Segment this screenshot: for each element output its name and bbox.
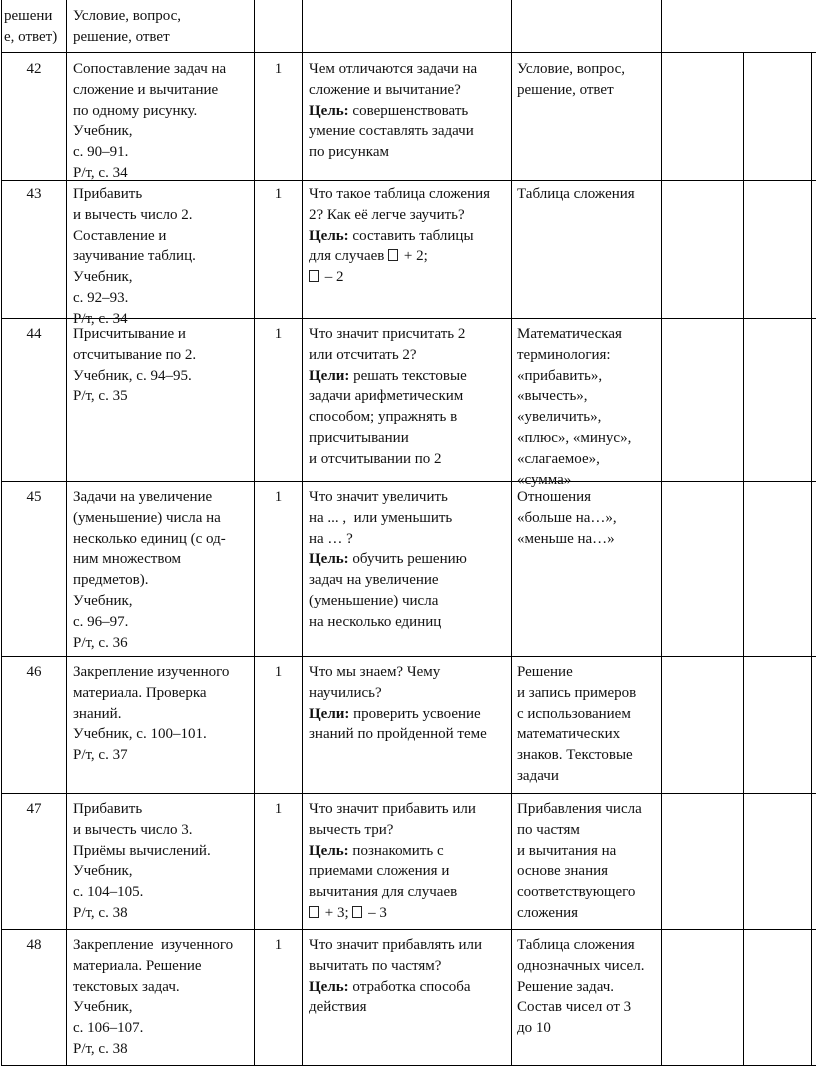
goal-label: Цель: xyxy=(309,978,349,995)
goal-text: решать текстовые xyxy=(349,367,467,384)
goal-text: обучить решению xyxy=(348,551,467,568)
column-divider xyxy=(302,0,303,1066)
goal-text: составить таблицы xyxy=(348,227,474,244)
row-divider xyxy=(1,793,816,794)
goal-label: Цели: xyxy=(309,705,350,722)
row-divider xyxy=(1,481,816,482)
goal-text-rest: умение составлять задачи по рисункам xyxy=(309,123,474,161)
goal-text-rest: приемами сложения и вычитания для случаев xyxy=(309,863,458,901)
goal-text-rest: действия xyxy=(309,999,367,1016)
lesson-concepts: Таблица сложения однозначных чисел. Решение задач. Состав чисел от 3 до 10 xyxy=(517,937,645,1037)
lesson-question xyxy=(309,662,487,745)
lesson-topic: Закрепление изученного материала. Проверка знаний. Учебник, с. 100–101. Р/т, с. 37 xyxy=(73,664,230,764)
header-concepts-cell: Условие, вопрос, решение, ответ xyxy=(73,8,182,45)
goal-text-rest: знаний по пройденной теме xyxy=(309,726,487,743)
table-border-left xyxy=(1,0,2,1066)
goal-text-rest: для случаев xyxy=(309,248,389,265)
lesson-concepts: Решение и запись примеров с использованием математических знаков. Текстовые задачи xyxy=(517,664,637,784)
lesson-topic: Присчитывание и отсчитывание по 2. Учебник, с. 94–95. Р/т, с. 35 xyxy=(73,326,197,405)
lesson-question xyxy=(309,184,490,288)
goal-text: проверить усвоение xyxy=(349,705,481,722)
goal-label: Цель: xyxy=(309,551,349,568)
lesson-topic: Прибавить и вычесть число 3. Приёмы вычислений. Учебник, с. 104–105. Р/т, с. 38 xyxy=(73,801,211,921)
lesson-topic: Закрепление изученного материала. Решение текстовых задач. Учебник, с. 106–107. Р/т, с. 38 xyxy=(73,937,234,1057)
lesson-question xyxy=(309,324,467,470)
lesson-topic: Задачи на увеличение (уменьшение) числа на несколько единиц (с од- ним множеством предметов). Учебник, с. 96–97. Р/т, с. 36 xyxy=(73,489,226,651)
blank-box-icon xyxy=(309,906,319,918)
goal-label: Цель: xyxy=(309,227,349,244)
goal-text-rest: задач на увеличение (уменьшение) числа на несколько единиц xyxy=(309,572,442,630)
question-text: Что значит присчитать 2 или отсчитать 2? xyxy=(309,326,466,363)
column-divider xyxy=(511,0,512,1066)
question-text: Что значит прибавлять или вычитать по частям? xyxy=(309,937,483,974)
lesson-number: 48 xyxy=(26,937,42,953)
lesson-hours: 1 xyxy=(274,801,283,817)
lesson-hours: 1 xyxy=(274,937,283,953)
blank-box-icon xyxy=(352,906,362,918)
goal-label: Цель: xyxy=(309,102,349,119)
question-text: Что значит прибавить или вычесть три? xyxy=(309,801,476,838)
lesson-concepts: Таблица сложения xyxy=(517,186,635,202)
row-divider xyxy=(1,929,816,930)
lesson-number: 42 xyxy=(26,61,42,77)
lesson-number: 46 xyxy=(26,664,42,680)
lesson-question xyxy=(309,799,476,924)
lesson-number: 43 xyxy=(26,186,42,202)
lesson-topic: Сопоставление задач на сложение и вычитание по одному рисунку. Учебник, с. 90–91. Р/т, с. 34 xyxy=(73,61,227,181)
goal-text: совершенствовать xyxy=(348,102,469,119)
lesson-hours: 1 xyxy=(274,326,283,342)
table-border-bottom xyxy=(1,1065,816,1066)
lesson-number: 44 xyxy=(26,326,42,342)
lesson-hours: 1 xyxy=(274,61,283,77)
question-text: Что значит увеличить на ... , или уменьшить на … ? xyxy=(309,489,453,547)
blank-box-icon xyxy=(309,270,319,282)
column-divider xyxy=(811,52,812,1066)
row-divider xyxy=(1,52,816,53)
goal-text: познакомить с xyxy=(348,842,444,859)
question-text: Что такое таблица сложения 2? Как её легче заучить? xyxy=(309,186,491,223)
goal-text-rest: задачи арифметическим способом; упражнять в присчитывании и отсчитывании по 2 xyxy=(309,388,464,467)
goal-text-rest: – 3 xyxy=(364,904,387,921)
goal-text-rest: – 2 xyxy=(321,269,344,286)
column-divider xyxy=(254,0,255,1066)
goal-label: Цели: xyxy=(309,367,350,384)
blank-box-icon xyxy=(388,249,398,261)
goal-text-rest: + 2; xyxy=(400,248,428,265)
lesson-number: 45 xyxy=(26,489,42,505)
lesson-hours: 1 xyxy=(274,489,283,505)
lesson-concepts: Отношения «больше на…», «меньше на…» xyxy=(517,489,617,547)
lesson-concepts: Прибавления числа по частям и вычитания на основе знания соответствующего сложения xyxy=(517,801,642,921)
lesson-concepts: Математическая терминология: «прибавить», «вычесть», «увеличить», «плюс», «минус», «слагаемое», «сумма» xyxy=(517,326,632,488)
lesson-number: 47 xyxy=(26,801,42,817)
column-divider xyxy=(661,0,662,1066)
question-text: Что мы знаем? Чему научились? xyxy=(309,664,441,701)
lesson-question xyxy=(309,935,482,1018)
goal-text-rest: + 3; xyxy=(321,904,353,921)
lesson-question xyxy=(309,59,477,163)
goal-text: отработка способа xyxy=(348,978,471,995)
lesson-question xyxy=(309,487,467,633)
lesson-hours: 1 xyxy=(274,186,283,202)
lesson-concepts: Условие, вопрос, решение, ответ xyxy=(517,61,626,98)
goal-label: Цель: xyxy=(309,842,349,859)
header-answer-cell: решени е, ответ) xyxy=(4,8,58,45)
lesson-hours: 1 xyxy=(274,664,283,680)
column-divider xyxy=(743,52,744,1066)
lesson-topic: Прибавить и вычесть число 2. Составление и заучивание таблиц. Учебник, с. 92–93. Р/т, с. 34 xyxy=(73,186,196,327)
row-divider xyxy=(1,656,816,657)
question-text: Чем отличаются задачи на сложение и вычитание? xyxy=(309,61,478,98)
column-divider xyxy=(66,0,67,1066)
